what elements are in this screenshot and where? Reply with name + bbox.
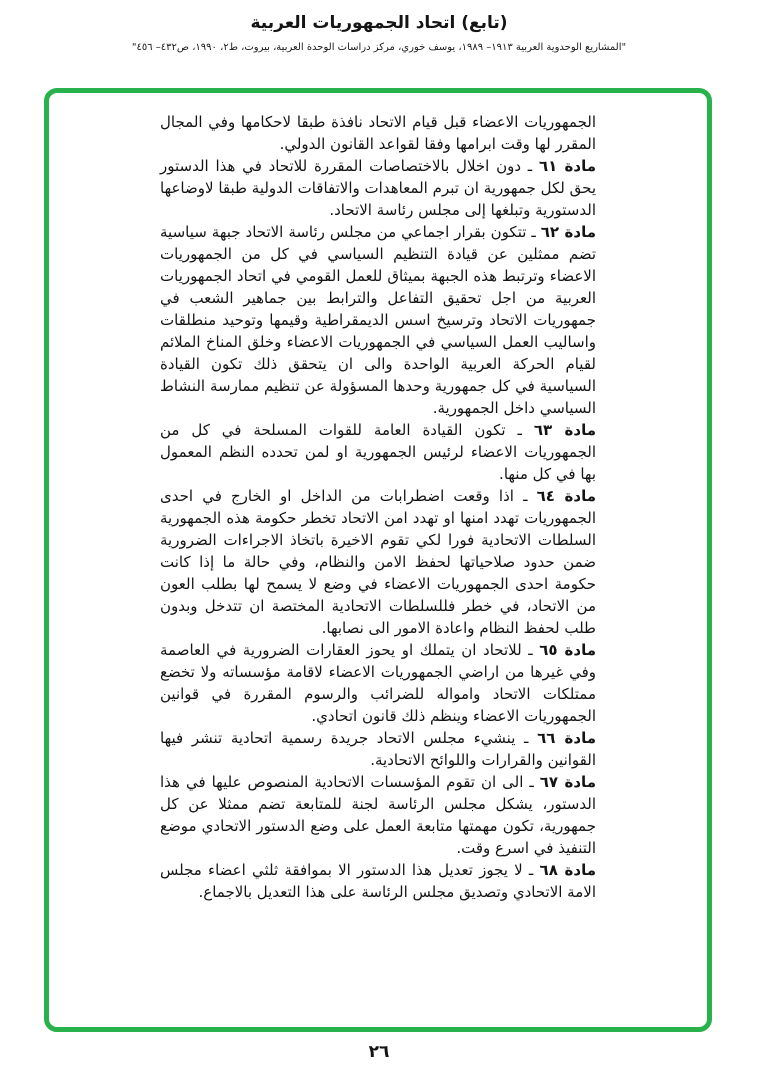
article-text: ـ دون اخلال بالاختصاصات المقررة للاتحاد في هذا الدستور يحق لكل جمهورية ان تبرم المعاهدات والاتفاقات الدولية طبقا لاوضاعها الدستورية وتبلغها إلى مجلس رئاسة الاتحاد. [160, 157, 596, 219]
article-68-paragraph [160, 859, 596, 903]
page-number: ٢٦ [368, 1042, 390, 1062]
article-66-paragraph [160, 727, 596, 771]
article-63-paragraph [160, 419, 596, 485]
intro-text: الجمهوريات الاعضاء قبل قيام الاتحاد نافذة طبقا لاحكامها وفي المجال المقرر لها وقت ابرامها وفقا لقواعد القانون الدولي. [160, 113, 596, 153]
article-text: ـ اذا وقعت اضطرابات من الداخل او الخارج في احدى الجمهوريات تهدد امنها او تهدد امن الاتحاد تخطر حكومة هذه الجمهورية السلطات الاتحادية فورا لكي تقوم الاخيرة باتخاذ الاجراءات الضرورية ضمن حدود صلاحياتها لحفظ الامن والنظام، وفي حالة ما إذا كانت حكومة احدى الجمهوريات الاعضاء في وضع لا يسمح لها بطلب العون من الاتحاد، في خطر فللسلطات الاتحادية المختصة ان تتدخل وبدون طلب لحفظ النظام واعادة الامور الى نصابها. [160, 487, 596, 637]
page-footer [0, 1042, 758, 1062]
article-label: مادة ٦١ [538, 157, 596, 175]
article-65-paragraph [160, 639, 596, 727]
intro-paragraph [160, 111, 596, 155]
article-label: مادة ٦٨ [539, 861, 596, 879]
article-label: مادة ٦٥ [539, 641, 596, 659]
article-62-paragraph [160, 221, 596, 419]
article-text: ـ ينشيء مجلس الاتحاد جريدة رسمية اتحادية تنشر فيها القوانين والقرارات واللوائح الاتحادية. [160, 729, 596, 769]
article-text: ـ الى ان تقوم المؤسسات الاتحادية المنصوص عليها في هذا الدستور، يشكل مجلس الرئاسة لجنة للمتابعة تضم ممثلا عن كل جمهورية، تكون مهمتها متابعة العمل على وضع الدستور الاتحادي موضع التنفيذ في اسرع وقت. [160, 773, 596, 857]
page-title: (تابع) اتحاد الجمهوريات العربية [250, 13, 508, 33]
page-header [0, 0, 758, 53]
article-label: مادة ٦٤ [536, 487, 596, 505]
article-61-paragraph [160, 155, 596, 221]
article-label: مادة ٦٢ [540, 223, 596, 241]
citation: "المشاريع الوحدوية العربية ١٩١٣– ١٩٨٩، يوسف خوري، مركز دراسات الوحدة العربية، بيروت، ط٢، ١٩٩٠، ص٤٣٢– ٤٥٦" [131, 42, 627, 53]
article-text: ـ لا يجوز تعديل هذا الدستور الا بموافقة ثلثي اعضاء مجلس الامة الاتحادي وتصديق مجلس الرئاسة على هذا التعديل بالاجماع. [160, 861, 596, 901]
article-text: ـ تتكون بقرار اجماعي من مجلس رئاسة الاتحاد جبهة سياسية تضم ممثلين عن قيادة التنظيم السياسي في كل من الجمهوريات الاعضاء وترتبط هذه الجبهة بميثاق للعمل القومي في اتحاد الجمهوريات العربية من اجل تحقيق التفاعل والترابط بين جماهير الشعب في جمهوريات الاتحاد وترسيخ اسس الديمقراطية وقيمها وتوحيد منطلقات واساليب العمل السياسي في الجمهوريات الاعضاء وخلق المناخ الملائم لقيام الحركة العربية الواحدة والى ان يتحقق ذلك تكون القيادة السياسية في كل جمهورية وحدها المسؤولة عن تنظيم ممارسة النشاط السياسي داخل الجمهورية. [160, 223, 596, 417]
article-label: مادة ٦٣ [533, 421, 596, 439]
article-64-paragraph [160, 485, 596, 639]
article-label: مادة ٦٧ [539, 773, 596, 791]
article-label: مادة ٦٦ [537, 729, 596, 747]
article-text: ـ للاتحاد ان يتملك او يحوز العقارات الضرورية في العاصمة وفي غيرها من اراضي الجمهوريات الاعضاء لاقامة مؤسساته ولا تخضع ممتلكات الاتحاد وامواله للضرائب والرسوم المقررة في قوانين الجمهوريات الاعضاء وينظم ذلك قانون اتحادي. [160, 641, 596, 725]
article-67-paragraph [160, 771, 596, 859]
green-content-frame [44, 88, 712, 1032]
article-text-block [160, 111, 596, 903]
article-text: ـ تكون القيادة العامة للقوات المسلحة في كل من الجمهوريات الاعضاء لرئيس الجمهورية او لمن تحدده النظم المعمول بها في كل منها. [160, 421, 596, 483]
